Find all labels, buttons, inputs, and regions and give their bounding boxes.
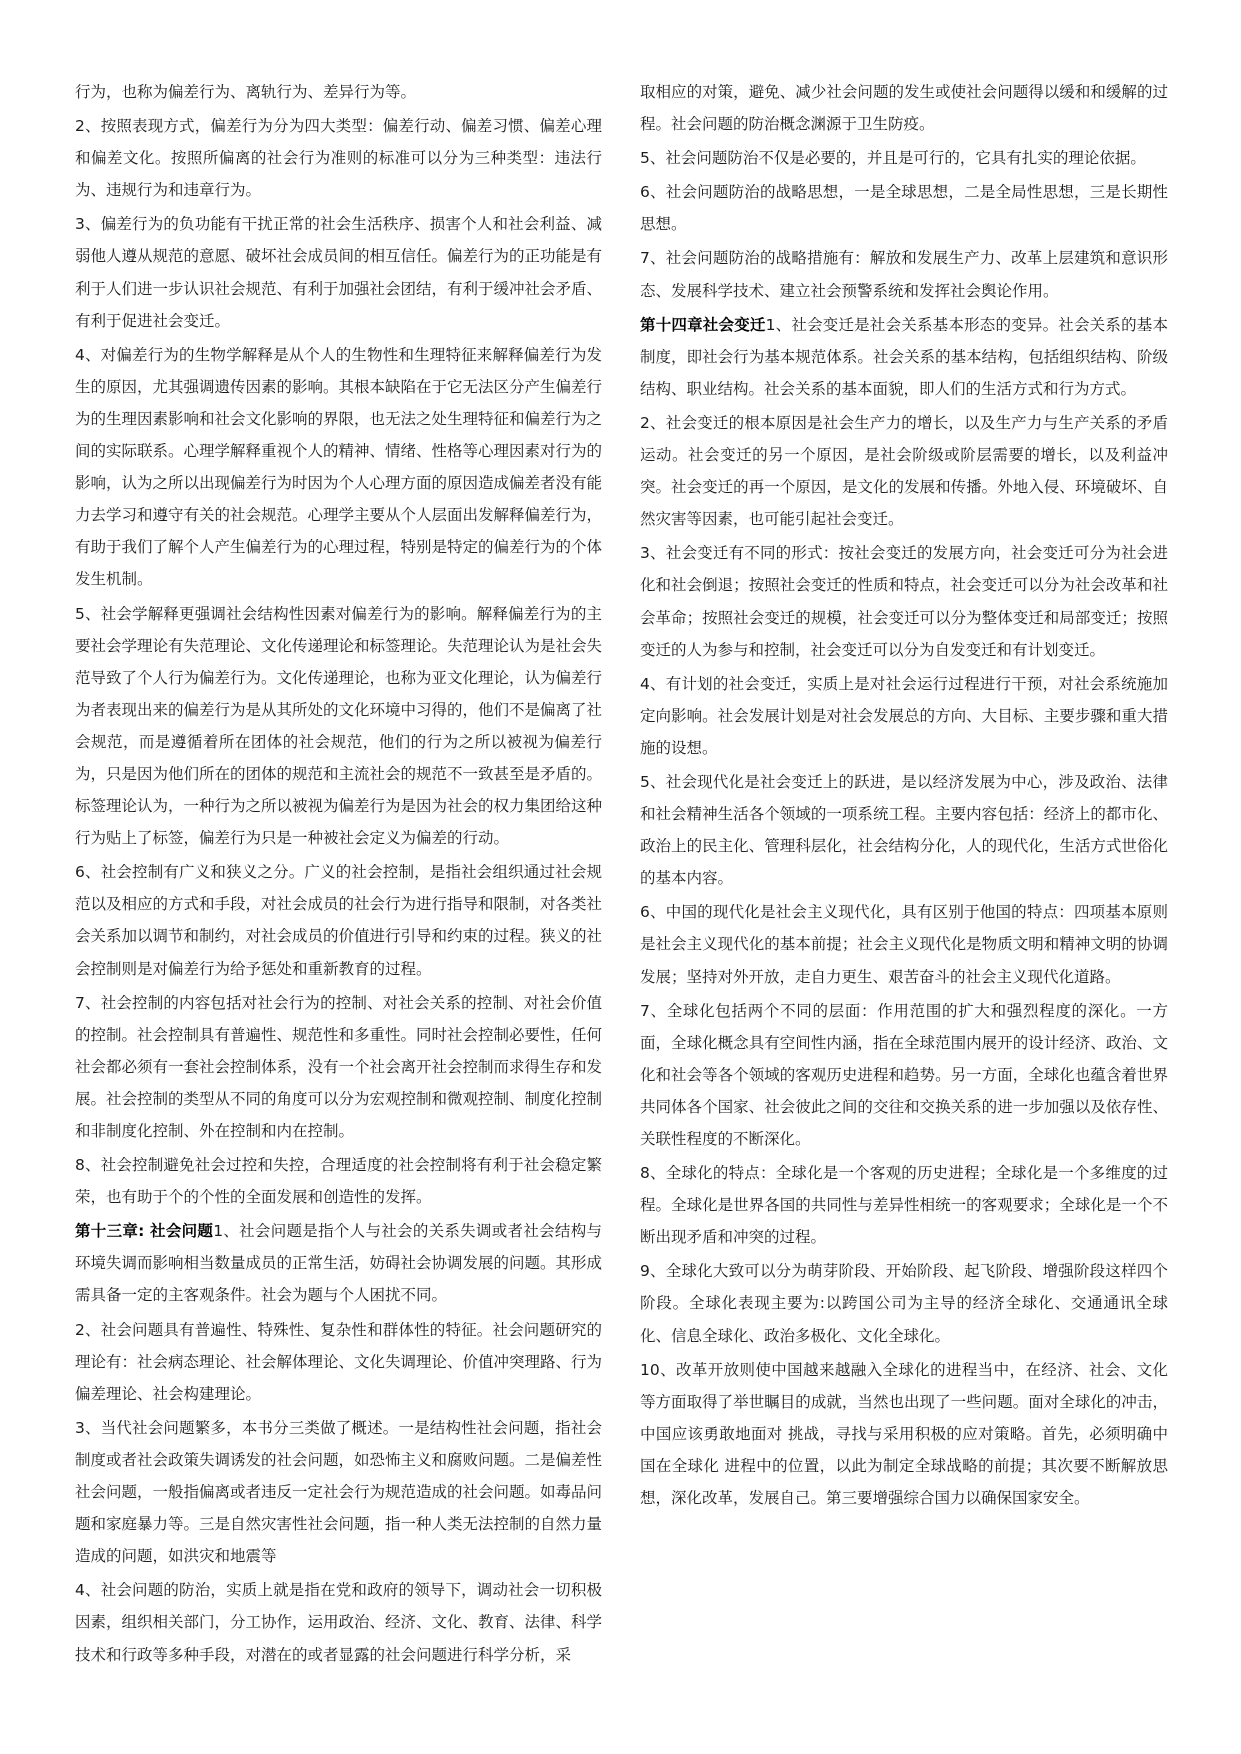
paragraph-text: 4、对偏差行为的生物学解释是从个人的生物性和生理特征来解释偏差行为发生的原因，尤其强调遗传因素的影响。其根本缺陷在于它无法区分产生偏差行为的生理因素影响和社会文化影响的界限，也无法之处生理特征和偏差行为之间的实际联系。心理学解释重视个人的精神、情绪、性格等心理因素对行为的影响，认为之所以出现偏差行为时因为个人心理方面的原因造成偏差者没有能力去学习和遵守有关的社会规范。心理学主要从个人层面出发解释偏差行为，有助于我们了解个人产生偏差行为的心理过程，特别是特定的偏差行为的个体发生机制。	[75, 345, 603, 589]
chapter-heading: 第十四章社会变迁	[640, 315, 766, 334]
paragraph	[75, 76, 602, 108]
paragraph-text: 1、社会问题是指个人与社会的关系失调或者社会结构与环境失调而影响相当数量成员的正常生活，妨碍社会协调发展的问题。其形成需具备一定的主客观条件。社会为题与个人困扰不同。	[75, 1222, 603, 1305]
paragraph	[75, 1149, 602, 1213]
paragraph-text: 5、社会问题防治不仅是必要的，并且是可行的，它具有扎实的理论依据。	[640, 149, 1146, 168]
paragraph	[640, 1255, 1168, 1351]
left-column	[75, 76, 602, 1673]
paragraph	[640, 242, 1168, 306]
paragraph	[75, 987, 602, 1147]
paragraph	[75, 1412, 602, 1572]
paragraph-text: 4、社会问题的防治，实质上就是指在党和政府的领导下，调动社会一切积极因素，组织相关部门，分工协作，运用政治、经济、文化、教育、法律、科学技术和行政等多种手段，对潜在的或者显露的社会问题进行科学分析，采	[75, 1581, 603, 1664]
paragraph-text: 2、社会问题具有普遍性、特殊性、复杂性和群体性的特征。社会问题研究的理论有：社会病态理论、社会解体理论、文化失调理论、价值冲突理路、行为偏差理论、社会构建理论。	[75, 1320, 603, 1403]
paragraph	[640, 176, 1168, 240]
paragraph-text: 5、社会现代化是社会变迁上的跃进，是以经济发展为中心，涉及政治、法律和社会精神生活各个领域的一项系统工程。主要内容包括：经济上的都市化、政治上的民主化、管理科层化，社会结构分化，人的现代化，生活方式世俗化的基本内容。	[640, 772, 1168, 888]
paragraph	[640, 76, 1168, 140]
paragraph-text: 8、社会控制避免社会过控和失控，合理适度的社会控制将有利于社会稳定繁荣，也有助于个的个性的全面发展和创造性的发挥。	[75, 1156, 602, 1207]
paragraph-text: 10、改革开放则使中国越来越融入全球化的进程当中，在经济、社会、文化等方面取得了举世瞩目的成就，当然也出现了一些问题。面对全球化的冲击，中国应该勇敢地面对 挑战，寻找与采用积极的应对策略。首先，必须明确中国在全球化 进程中的位置，以此为制定全球战略的前提；其次要不断解放思想，深化改革，发展自己。第三要增强综合国力以确保国家安全。	[640, 1360, 1168, 1508]
paragraph-text: 3、当代社会问题繁多，本书分三类做了概述。一是结构性社会问题，指社会制度或者社会政策失调诱发的社会问题，如恐怖主义和腐败问题。二是偏差性社会问题，一般指偏离或者违反一定社会行为规范造成的社会问题。如毒品问题和家庭暴力等。三是自然灾害性社会问题，指一种人类无法控制的自然力量造成的问题，如洪灾和地震等	[75, 1418, 603, 1566]
paragraph	[75, 1314, 602, 1410]
paragraph	[75, 110, 602, 206]
paragraph-text: 6、中国的现代化是社会主义现代化，具有区别于他国的特点：四项基本原则是社会主义现代化的基本前提；社会主义现代化是物质文明和精神文明的协调发展；坚持对外开放，走自力更生、艰苦奋斗的社会主义现代化道路。	[640, 903, 1168, 986]
paragraph-text: 3、偏差行为的负功能有干扰正常的社会生活秩序、损害个人和社会利益、减弱他人遵从规范的意愿、破坏社会成员间的相互信任。偏差行为的正功能是有利于人们进一步认识社会规范、有利于加强社会团结，有利于缓冲社会矛盾、有利于促进社会变迁。	[75, 215, 603, 330]
paragraph	[640, 766, 1168, 894]
paragraph-text: 9、全球化大致可以分为萌芽阶段、开始阶段、起飞阶段、增强阶段这样四个阶段。全球化表现主要为:以跨国公司为主导的经济全球化、交通通讯全球化、信息全球化、政治多极化、文化全球化。	[640, 1262, 1168, 1345]
paragraph-text: 8、全球化的特点：全球化是一个客观的历史进程；全球化是一个多维度的过程。全球化是世界各国的共同性与差异性相统一的客观要求；全球化是一个不断出现矛盾和冲突的过程。	[640, 1164, 1168, 1247]
paragraph-text: 取相应的对策，避免、减少社会问题的发生或使社会问题得以缓和和缓解的过程。社会问题的防治概念渊源于卫生防疫。	[640, 83, 1168, 134]
paragraph	[640, 896, 1168, 992]
paragraph	[640, 142, 1168, 174]
paragraph	[75, 598, 602, 855]
chapter-heading: 第十三章: 社会问题	[75, 1222, 214, 1241]
paragraph-text: 6、社会控制有广义和狭义之分。广义的社会控制，是指社会组织通过社会规范以及相应的方式和手段，对社会成员的社会行为进行指导和限制，对各类社会关系加以调节和制约，对社会成员的价值进行引导和约束的过程。狭义的社会控制则是对偏差行为给予惩处和重新教育的过程。	[75, 863, 603, 978]
paragraph	[75, 1574, 602, 1670]
paragraph	[640, 537, 1168, 665]
paragraph	[640, 995, 1168, 1155]
paragraph	[640, 1354, 1168, 1514]
paragraph	[640, 668, 1168, 764]
paragraph	[640, 309, 1168, 405]
right-column	[640, 76, 1168, 1516]
paragraph-text: 6、社会问题防治的战略思想，一是全球思想，二是全局性思想，三是长期性思想。	[640, 183, 1168, 234]
paragraph-text: 1、社会变迁是社会关系基本形态的变异。社会关系的基本制度，即社会行为基本规范体系。社会关系的基本结构，包括组织结构、阶级结构、职业结构。社会关系的基本面貌，即人们的生活方式和行为方式。	[640, 315, 1168, 398]
paragraph-text: 2、按照表现方式，偏差行为分为四大类型：偏差行动、偏差习惯、偏差心理和偏差文化。按照所偏离的社会行为准则的标准可以分为三种类型：违法行为、违规行为和违章行为。	[75, 117, 602, 200]
paragraph	[75, 208, 602, 336]
paragraph-text: 4、有计划的社会变迁，实质上是对社会运行过程进行干预，对社会系统施加定向影响。社会发展计划是对社会发展总的方向、大目标、主要步骤和重大措施的设想。	[640, 674, 1168, 757]
paragraph	[75, 339, 602, 596]
paragraph	[640, 407, 1168, 535]
paragraph-text: 3、社会变迁有不同的形式：按社会变迁的发展方向，社会变迁可分为社会进化和社会倒退；按照社会变迁的性质和特点，社会变迁可以分为社会改革和社会革命；按照社会变迁的规模，社会变迁可以分为整体变迁和局部变迁；按照变迁的人为参与和控制，社会变迁可以分为自发变迁和有计划变迁。	[640, 544, 1168, 659]
paragraph	[75, 856, 602, 984]
paragraph-text: 5、社会学解释更强调社会结构性因素对偏差行为的影响。解释偏差行为的主要社会学理论有失范理论、文化传递理论和标签理论。失范理论认为是社会失范导致了个人行为偏差行为。文化传递理论，也称为亚文化理论，认为偏差行为者表现出来的偏差行为是从其所处的文化环境中习得的，他们不是偏离了社会规范，而是遵循着所在团体的社会规范，他们的行为之所以被视为偏差行为，只是因为他们所在的团体的规范和主流社会的规范不一致甚至是矛盾的。标签理论认为，一种行为之所以被视为偏差行为是因为社会的权力集团给这种行为贴上了标签，偏差行为只是一种被社会定义为偏差的行动。	[75, 604, 603, 848]
paragraph	[640, 1157, 1168, 1253]
paragraph-text: 7、社会控制的内容包括对社会行为的控制、对社会关系的控制、对社会价值的控制。社会控制具有普遍性、规范性和多重性。同时社会控制必要性，任何社会都必须有一套社会控制体系，没有一个社会离开社会控制而求得生存和发展。社会控制的类型从不同的角度可以分为宏观控制和微观控制、制度化控制和非制度化控制、外在控制和内在控制。	[75, 993, 603, 1140]
paragraph-text: 行为，也称为偏差行为、离轨行为、差异行为等。	[75, 83, 417, 101]
paragraph	[75, 1215, 602, 1311]
paragraph-text: 7、全球化包括两个不同的层面：作用范围的扩大和强烈程度的深化。一方面，全球化概念具有空间性内涵，指在全球范围内展开的设计经济、政治、文化和社会等各个领域的客观历史进程和趋势。另一方面，全球化也蕴含着世界共同体各个国家、社会彼此之间的交往和交换关系的进一步加强以及依存性、关联性程度的不断深化。	[640, 1001, 1168, 1148]
paragraph-text: 2、社会变迁的根本原因是社会生产力的增长，以及生产力与生产关系的矛盾运动。社会变迁的另一个原因，是社会阶级或阶层需要的增长，以及利益冲突。社会变迁的再一个原因，是文化的发展和传播。外地入侵、环境破坏、自然灾害等因素，也可能引起社会变迁。	[640, 413, 1168, 529]
paragraph-text: 7、社会问题防治的战略措施有：解放和发展生产力、改革上层建筑和意识形态、发展科学技术、建立社会预警系统和发挥社会舆论作用。	[640, 249, 1168, 300]
